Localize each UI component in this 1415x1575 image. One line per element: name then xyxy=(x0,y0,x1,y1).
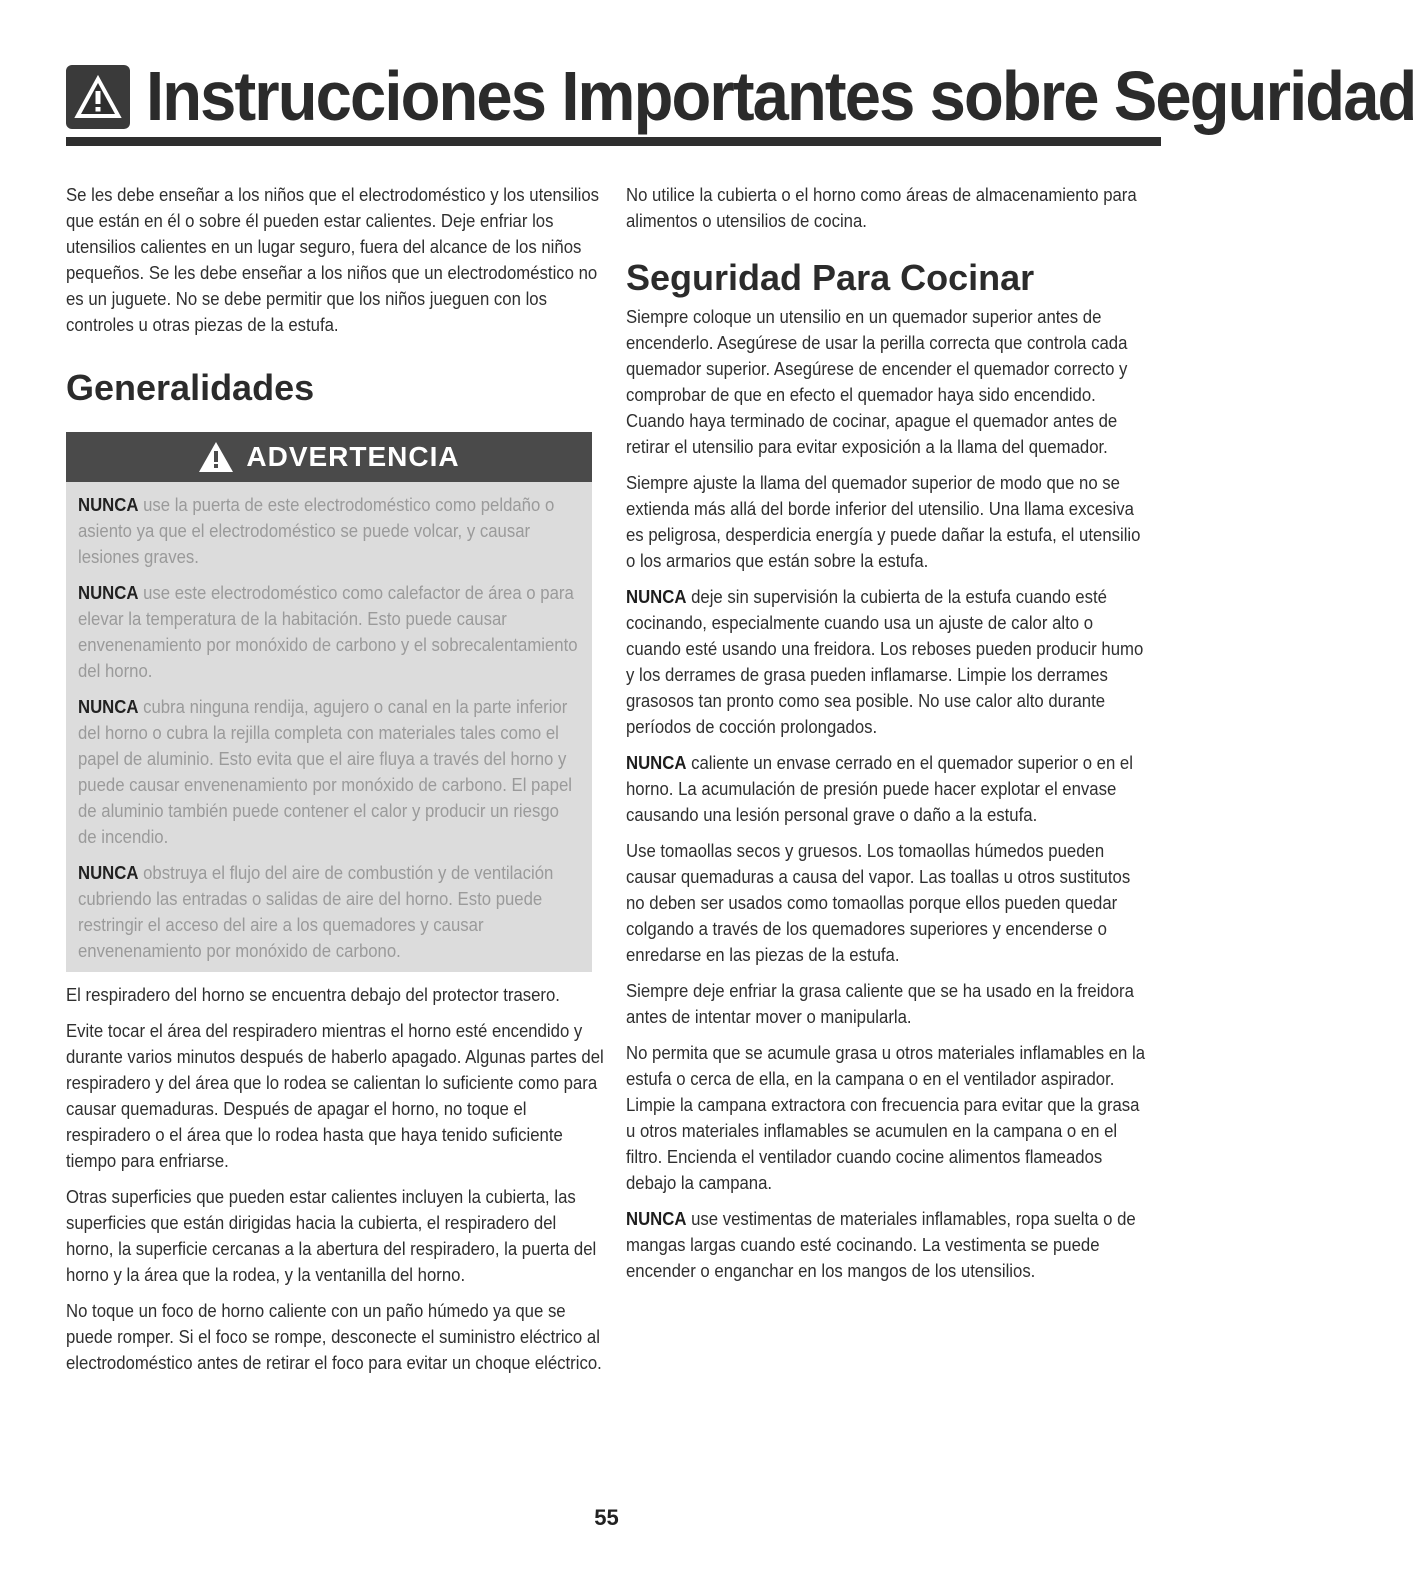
intro-paragraph: Se les debe enseñar a los niños que el electrodoméstico y los utensilios que están en él o sobre él pueden estar calientes. Deje enfriar los utensilios calientes en un lugar seguro, fuera del alcance de los niños pequeños. Se les debe enseñar a los niños que un electrodoméstico no es un juguete. No se debe permitir que los niños jueguen con los controles u otras piezas de la estufa. xyxy=(66,184,600,335)
warning-label: ADVERTENCIA xyxy=(246,441,460,472)
body-paragraph xyxy=(626,750,1145,828)
body-paragraph: No toque un foco de horno caliente con un paño húmedo ya que se puede romper. Si el foco se rompe, desconecte el suministro eléctrico al electrodoméstico antes de retirar el foco para evitar un choque eléctrico. xyxy=(66,1300,602,1373)
body-paragraph: Siempre deje enfriar la grasa caliente que se ha usado en la freidora antes de intentar mover o manipularla. xyxy=(626,980,1134,1027)
body-paragraph xyxy=(626,1206,1145,1284)
warning-text: cubra ninguna rendija, agujero o canal en la parte inferior del horno o cubra la rejilla completa con materiales tales como el papel de aluminio. Esto evita que el aire fluya a través del horno y puede causar envenenamiento por monóxido de carbono. El papel de aluminio también puede contener el calor y producir un riesgo de incendio. xyxy=(78,696,573,847)
body-paragraph: Siempre ajuste la llama del quemador superior de modo que no se extienda más allá del borde inferior del utensilio. Una llama excesiva es peligrosa, desperdicia energía y puede dañar la estufa, el utensilio o los armarios que están sobre la estufa. xyxy=(626,472,1141,571)
page-number: 55 xyxy=(594,1505,619,1530)
right-column xyxy=(626,182,1146,1294)
page-title: Instrucciones Importantes sobre Seguridad xyxy=(146,57,1415,135)
warning-keyword: NUNCA xyxy=(78,862,139,883)
warning-item xyxy=(78,580,581,684)
warning-item xyxy=(78,492,581,570)
body-paragraph: Use tomaollas secos y gruesos. Los tomaollas húmedos pueden causar quemaduras a causa del vapor. Las toallas u otros sustitutos no deben ser usados como tomaollas porque ellos pueden quedar colgando a través de los quemadores superiores y encenderse o enredarse en las piezas de la estufa. xyxy=(626,840,1131,965)
warning-keyword: NUNCA xyxy=(78,494,139,515)
warning-text: obstruya el flujo del aire de combustión y de ventilación cubriendo las entradas o salidas de aire del horno. Esto puede restringir el acceso del aire a los quemadores y causar envenenamiento por monóxido de carbono. xyxy=(78,862,554,961)
warning-box xyxy=(66,432,592,972)
paragraph-text: caliente un envase cerrado en el quemador superior o en el horno. La acumulación de presión puede hacer explotar el envase causando una lesión personal grave o daño a la estufa. xyxy=(626,752,1133,825)
warning-triangle-icon xyxy=(198,441,234,473)
body-paragraph: Evite tocar el área del respiradero mientras el horno esté encendido y durante varios minutos después de haberlo apagado. Algunas partes del respiradero y del área que lo rodea se calientan lo suficiente como para causar quemaduras. Después de apagar el horno, no toque el respiradero o el área que lo rodea hasta que haya tenido suficiente tiempo para enfriarse. xyxy=(66,1020,604,1171)
paragraph-text: use vestimentas de materiales inflamables, ropa suelta o de mangas largas cuando esté cocinando. La vestimenta se puede encender o enganchar en los mangos de los utensilios. xyxy=(626,1208,1136,1281)
nunca-keyword: NUNCA xyxy=(626,1208,687,1229)
title-divider xyxy=(66,137,1161,146)
body-paragraph: Otras superficies que pueden estar calientes incluyen la cubierta, las superficies que están dirigidas hacia la cubierta, el respiradero del horno, la superficie cercanas a la abertura del respiradero, la puerta del horno y la área que la rodea, y la ventanilla del horno. xyxy=(66,1186,597,1285)
warning-body xyxy=(66,482,592,972)
nunca-keyword: NUNCA xyxy=(626,586,687,607)
paragraph-text: deje sin supervisión la cubierta de la estufa cuando esté cocinando, especialmente cuando usa un ajuste de calor alto o cuando esté usando una freidora. Los reboses pueden producir humo y los derrames de grasa pueden inflamarse. Limpie los derrames grasosos tan pronto como sea posible. No use calor alto durante períodos de cocción prolongados. xyxy=(626,586,1144,737)
section-heading-seguridad-para-cocinar: Seguridad Para Cocinar xyxy=(626,257,1035,298)
body-paragraph: El respiradero del horno se encuentra debajo del protector trasero. xyxy=(66,984,560,1005)
warning-keyword: NUNCA xyxy=(78,696,139,717)
body-paragraph: No permita que se acumule grasa u otros materiales inflamables en la estufa o cerca de ella, en la campana o en el ventilador aspirador. Limpie la campana extractora con frecuencia para evitar que la grasa u otros materiales inflamables se acumulen en la campana o en el filtro. Encienda el ventilador cuando cocine alimentos flameados debajo la campana. xyxy=(626,1042,1146,1193)
body-paragraph: Siempre coloque un utensilio en un quemador superior antes de encenderlo. Asegúrese de usar la perilla correcta que controla cada quemador superior. Asegúrese de encender el quemador correcto y comprobar de que en efecto el quemador haya sido encendido. Cuando haya terminado de cocinar, apague el quemador antes de retirar el utensilio para evitar exposición a la llama del quemador. xyxy=(626,306,1128,457)
warning-keyword: NUNCA xyxy=(78,582,139,603)
intro-paragraph: No utilice la cubierta o el horno como áreas de almacenamiento para alimentos o utensilios de cocina. xyxy=(626,184,1137,231)
section-heading-generalidades: Generalidades xyxy=(66,367,315,408)
warning-text: use este electrodoméstico como calefactor de área o para elevar la temperatura de la habitación. Esto puede causar envenenamiento por monóxido de carbono y el sobrecalentamiento del horno. xyxy=(78,582,578,681)
page-header xyxy=(66,55,1415,155)
body-paragraph xyxy=(626,584,1145,740)
warning-text: use la puerta de este electrodoméstico como peldaño o asiento ya que el electrodoméstico se puede volcar, y causar lesiones graves. xyxy=(78,494,555,567)
warning-item xyxy=(78,860,581,964)
nunca-keyword: NUNCA xyxy=(626,752,687,773)
left-column xyxy=(66,182,606,1386)
warning-banner xyxy=(66,432,592,482)
warning-triangle-icon xyxy=(66,65,130,129)
warning-item xyxy=(78,694,581,850)
